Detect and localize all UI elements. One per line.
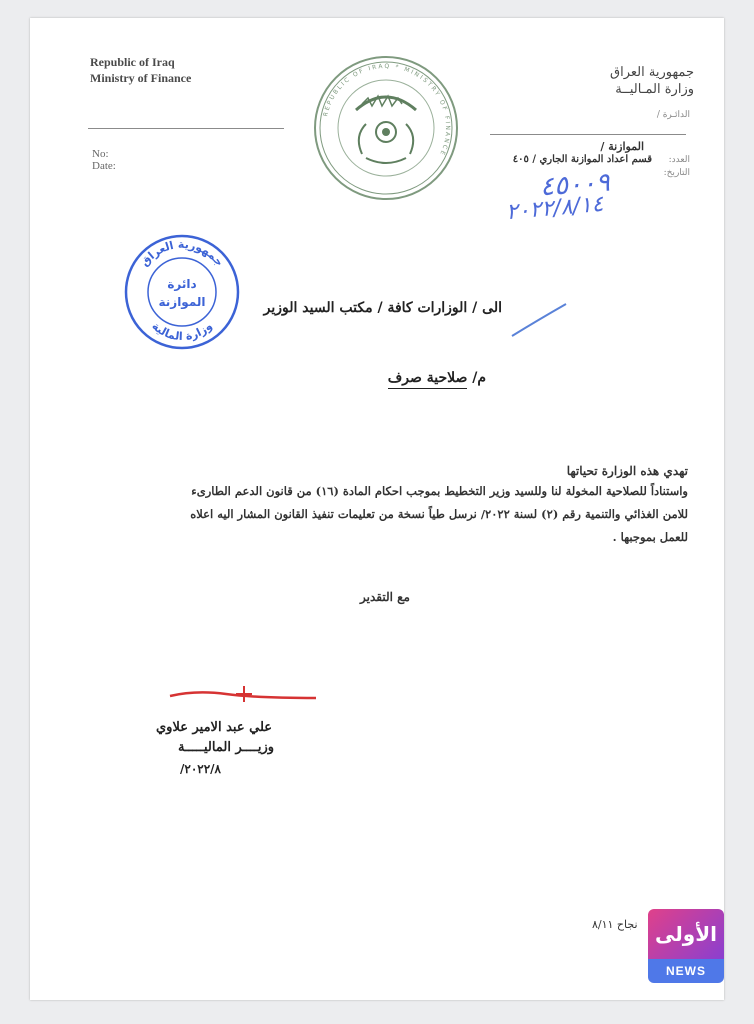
arabic-number-label: العدد: xyxy=(668,155,690,165)
english-no-label: No: xyxy=(92,148,109,160)
english-header xyxy=(90,54,191,86)
english-header-line1: Republic of Iraq xyxy=(90,55,175,69)
english-no-date xyxy=(92,148,116,172)
arabic-header xyxy=(610,64,694,98)
stamp-top-text: جمهورية العراق xyxy=(137,237,227,269)
logo-arabic: الأولى xyxy=(648,909,724,959)
arabic-header-divider xyxy=(490,134,686,135)
body-line2: للامن الغذائي والتنمية رقم (٢) لسنة ٢٠٢٢/ نرسل طياً نسخة من تعليمات تنفيذ القانون المشار اليه اعلاه xyxy=(190,507,688,521)
letter-page xyxy=(30,18,724,1000)
letter-body xyxy=(106,480,688,549)
stamp-center-line2: الموازنة xyxy=(158,295,206,309)
stamp-bottom-text: وزارة المالية xyxy=(149,319,215,344)
reference-line1: الموازنة / xyxy=(600,140,644,153)
body-line3: للعمل بموجبها . xyxy=(612,530,688,544)
arabic-date-label: التاريخ: xyxy=(663,168,690,178)
english-date-label: Date: xyxy=(92,160,116,172)
body-line1: واستناداً للصلاحية المخولة لنا وللسيد وزير التخطيط بموجب احكام المادة (١٦) من قانون الدعم الطارىء xyxy=(191,484,688,498)
department-stamp xyxy=(122,232,242,352)
handwritten-date: ٢٠٢٢/٨/١٤ xyxy=(505,191,605,226)
arabic-header-line2: وزارة المـاليــة xyxy=(615,82,694,97)
greeting: تهدي هذه الوزارة تحياتها xyxy=(566,464,688,478)
handwritten-signature xyxy=(166,682,326,706)
signatory-title: وزيــــر الماليـــــة xyxy=(178,740,275,755)
blue-pen-stroke xyxy=(510,300,570,340)
english-header-line2: Ministry of Finance xyxy=(90,71,192,85)
arabic-dept-label: الدائـرة / xyxy=(656,110,690,120)
ministry-emblem xyxy=(312,54,460,202)
logo-news: NEWS xyxy=(648,959,724,983)
stamp-center-line1: دائرة xyxy=(167,277,197,291)
subject-text: صلاحية صرف xyxy=(388,370,468,389)
signatory-name: علي عبد الامير علاوي xyxy=(156,720,273,735)
subject-prefix: م/ xyxy=(472,370,486,386)
english-header-divider xyxy=(88,128,284,129)
handwritten-number: ٤٥٠٠٩ xyxy=(539,167,611,203)
signature-date: ٢٠٢٢/٨/ xyxy=(180,762,221,776)
reference-line2: قسم اعداد الموازنة الجاري / ٤٠٥ xyxy=(512,154,652,165)
subject-line xyxy=(388,370,486,386)
news-logo xyxy=(648,909,724,983)
footnote: نجاح ٨/١١ xyxy=(592,918,638,931)
arabic-header-line1: جمهورية العراق xyxy=(610,65,694,80)
closing-phrase: مع التقدير xyxy=(360,590,410,604)
recipient-line: الى / الوزارات كافة / مكتب السيد الوزير xyxy=(263,300,502,316)
emblem-ring-text: REPUBLIC OF IRAQ * MINISTRY OF FINANCE xyxy=(322,62,452,158)
